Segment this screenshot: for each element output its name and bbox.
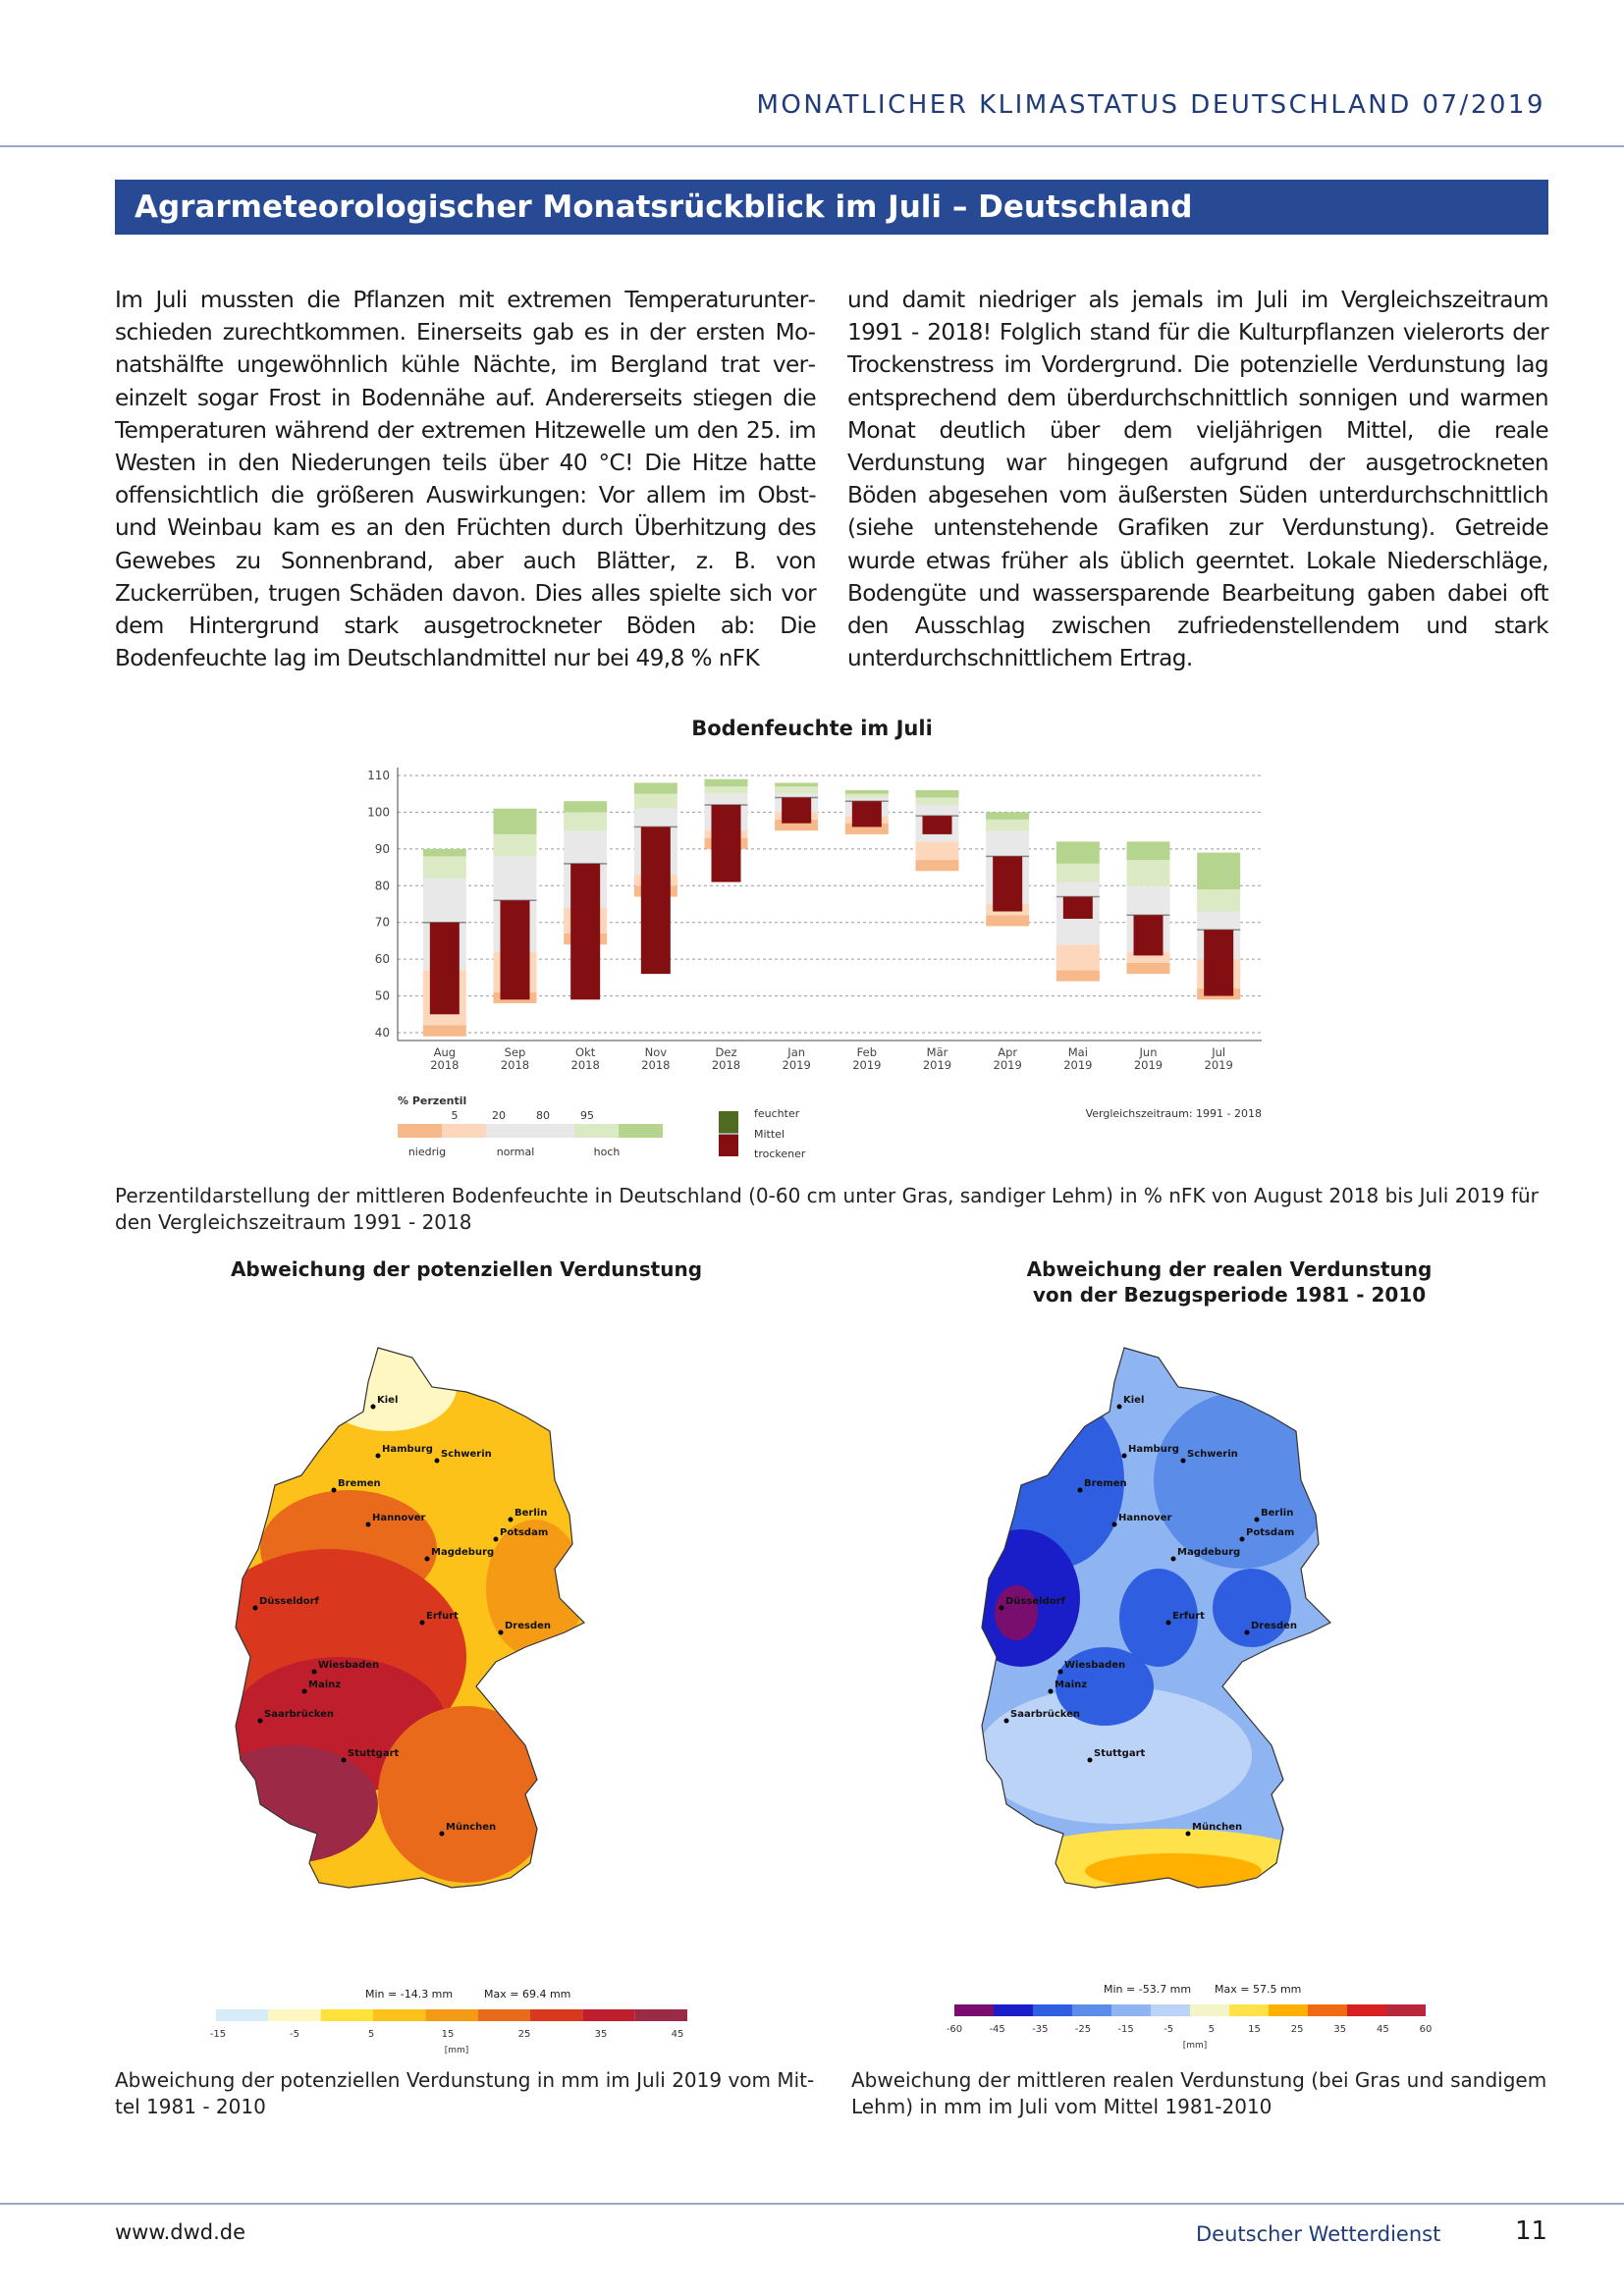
x-tick-year: 2019 xyxy=(1133,1058,1164,1072)
legend-group: normal xyxy=(496,1146,535,1158)
legend-swatch xyxy=(530,1124,574,1138)
legend-period: Vergleichszeitraum: 1991 - 2018 xyxy=(1085,1107,1262,1120)
y-tick-label: 60 xyxy=(374,952,390,967)
x-tick-year: 2018 xyxy=(570,1058,600,1072)
scale-swatch xyxy=(373,2009,425,2021)
legend-swatch xyxy=(486,1124,530,1138)
x-tick-year: 2019 xyxy=(852,1058,882,1072)
header-title: MONATLICHER KLIMASTATUS DEUTSCHLAND 07/2019 xyxy=(756,90,1545,120)
value-bar xyxy=(993,856,1022,911)
y-tick-label: 40 xyxy=(374,1026,390,1040)
scale-label: -5 xyxy=(1164,2024,1174,2035)
city-label: Düsseldorf xyxy=(259,1596,319,1607)
legend-group: hoch xyxy=(593,1146,621,1158)
map-real-caption: Abweichung der mittleren realen Verdunstung (bei Gras und sandigem Lehm) in mm im Juli vom Mittel 1981-2010 xyxy=(851,2068,1547,2118)
x-tick-month: Mai xyxy=(1067,1045,1088,1059)
percentile-above-95 xyxy=(1056,841,1100,863)
city-label: München xyxy=(1192,1822,1243,1833)
percentile-above-95 xyxy=(634,782,677,793)
city-label: Stuttgart xyxy=(348,1748,400,1759)
percentile-above-95 xyxy=(1197,853,1240,889)
city-label: Hamburg xyxy=(1128,1444,1179,1455)
city-label: Magdeburg xyxy=(431,1547,495,1558)
percentile-80-95 xyxy=(1056,864,1100,882)
legend-tick: 5 xyxy=(451,1109,459,1122)
legend-swatch xyxy=(619,1124,663,1138)
map-real-min: Min = -53.7 mm xyxy=(1104,1983,1192,1996)
scale-label: 25 xyxy=(1290,2024,1304,2035)
percentile-5-20 xyxy=(1056,944,1100,970)
percentile-80-95 xyxy=(916,797,959,804)
potential-map-layers xyxy=(221,1343,584,1883)
scale-label: -60 xyxy=(946,2024,963,2035)
scale-swatch xyxy=(425,2009,477,2021)
x-tick-year: 2018 xyxy=(641,1058,671,1072)
scale-swatch xyxy=(1111,2004,1151,2016)
city-label: Potsdam xyxy=(1246,1527,1295,1538)
value-bar xyxy=(852,801,882,827)
x-tick-month: Aug xyxy=(433,1045,457,1059)
value-bar xyxy=(1204,930,1233,995)
city-dot xyxy=(332,1488,337,1493)
city-label: Dresden xyxy=(1251,1621,1298,1631)
map-potential-title: Abweichung der potenziellen Verdunstung xyxy=(230,1257,703,1281)
percentile-above-95 xyxy=(494,809,537,834)
scale-swatch xyxy=(478,2009,530,2021)
scale-label: 35 xyxy=(1333,2024,1347,2035)
y-tick-label: 100 xyxy=(367,805,390,820)
city-dot xyxy=(1004,1719,1009,1724)
city-dot xyxy=(420,1621,425,1626)
scale-swatch xyxy=(321,2009,373,2021)
scale-swatch xyxy=(1308,2004,1347,2016)
city-label: München xyxy=(446,1822,497,1833)
percentile-5-20 xyxy=(916,841,959,860)
legend-swatch xyxy=(398,1124,442,1138)
scale-swatch xyxy=(530,2009,582,2021)
map-potential-evaporation xyxy=(221,1323,682,1991)
city-label: Hannover xyxy=(372,1513,426,1523)
scale-label: 5 xyxy=(1208,2024,1216,2035)
scale-swatch xyxy=(635,2009,687,2021)
footer-rule xyxy=(0,2203,1624,2205)
percentile-below-5 xyxy=(916,860,959,871)
percentile-80-95 xyxy=(423,856,466,878)
y-tick-label: 110 xyxy=(367,769,390,782)
percentile-above-95 xyxy=(564,801,607,812)
scale-label: 45 xyxy=(671,2029,684,2040)
scale-swatch xyxy=(268,2009,320,2021)
city-label: Wiesbaden xyxy=(318,1660,380,1671)
legend-marker: Mittel xyxy=(754,1128,785,1141)
x-tick-year: 2018 xyxy=(430,1058,460,1072)
x-tick-month: Mär xyxy=(926,1045,948,1059)
value-bar xyxy=(641,827,671,974)
scale-label: -45 xyxy=(989,2024,1005,2035)
scale-label: 60 xyxy=(1419,2024,1433,2035)
city-label: Düsseldorf xyxy=(1005,1596,1065,1607)
scale-label: 45 xyxy=(1376,2024,1389,2035)
city-label: Saarbrücken xyxy=(264,1709,335,1720)
potential-map-region xyxy=(486,1520,584,1657)
value-bar xyxy=(1063,897,1093,919)
city-dot xyxy=(435,1459,440,1464)
x-tick-year: 2019 xyxy=(782,1058,811,1072)
scale-label: 5 xyxy=(367,2029,375,2040)
city-label: Dresden xyxy=(505,1621,552,1631)
legend-tick: 20 xyxy=(492,1109,506,1122)
city-dot xyxy=(312,1670,317,1675)
percentile-below-5 xyxy=(1056,970,1100,981)
value-bar xyxy=(501,900,530,999)
value-bar xyxy=(712,805,741,882)
footer-org: Deutscher Wetterdienst xyxy=(1196,2222,1441,2246)
city-label: Bremen xyxy=(338,1478,381,1489)
city-label: Schwerin xyxy=(1187,1449,1238,1460)
city-dot xyxy=(366,1522,371,1527)
percentile-80-95 xyxy=(705,786,748,793)
legend-tick: 80 xyxy=(536,1109,550,1122)
city-dot xyxy=(1088,1758,1093,1763)
city-dot xyxy=(1186,1832,1191,1837)
scale-swatch xyxy=(1386,2004,1426,2016)
scale-label: -35 xyxy=(1032,2024,1049,2035)
scale-swatch xyxy=(1190,2004,1229,2016)
body-text-right: und damit niedriger als jemals im Juli im Vergleichszeitraum 1991 - 2018! Folglich stand für die Kulturpflanzen vielerorts der Trockenstress im Vordergrund. Die potenzielle Verdunstung lag entsprechend dem überdurchschnittlich sonnigen und warmen Monat deutlich über dem vieljährigen Mittel, die reale Verdunstung war hingegen aufgrund der ausgetrockneten Böden abgesehen vom äußersten Süden unterdurchschnittlich (siehe untenstehende Grafiken zur Verdunstung). Getreide wurde etwas früher als üblich geerntet. Lokale Niederschläge, Bodengüte und wassersparende Bearbeitung gaben dabei oft den Ausschlag zwischen zufriedenstellendem und stark unterdurchschnittlichem Ertrag. xyxy=(847,287,1548,672)
city-dot xyxy=(1245,1630,1250,1635)
city-label: Schwerin xyxy=(441,1449,492,1460)
page-number: 11 xyxy=(1515,2216,1548,2246)
scale-swatch xyxy=(1072,2004,1111,2016)
legend-title: % Perzentil xyxy=(398,1095,467,1107)
legend-swatch xyxy=(574,1124,619,1138)
legend-drier-swatch xyxy=(719,1135,738,1156)
city-label: Berlin xyxy=(1261,1508,1294,1519)
city-dot xyxy=(1171,1557,1176,1562)
city-dot xyxy=(499,1630,504,1635)
percentile-below-5 xyxy=(986,915,1029,926)
city-label: Potsdam xyxy=(500,1527,549,1538)
city-dot xyxy=(1255,1518,1260,1522)
percentile-below-5 xyxy=(423,1026,466,1037)
city-dot xyxy=(1240,1537,1245,1542)
value-bar xyxy=(782,797,811,823)
legend-marker: trockener xyxy=(754,1148,806,1160)
city-dot xyxy=(253,1606,258,1611)
y-tick-label: 70 xyxy=(374,915,390,930)
city-dot xyxy=(258,1719,263,1724)
x-tick-month: Nov xyxy=(644,1045,668,1059)
header-rule xyxy=(0,145,1624,147)
map-real-max: Max = 57.5 mm xyxy=(1215,1983,1302,1996)
scale-label: 15 xyxy=(1248,2024,1261,2035)
percentile-above-95 xyxy=(916,790,959,797)
y-tick-label: 80 xyxy=(374,879,390,893)
y-tick-label: 90 xyxy=(374,841,390,856)
percentile-above-95 xyxy=(423,849,466,856)
percentile-80-95 xyxy=(775,786,818,793)
scale-unit: [mm] xyxy=(444,2046,469,2056)
city-label: Bremen xyxy=(1084,1478,1127,1489)
body-text-left: Im Juli mussten die Pflanzen mit extremen Temperaturunterschieden zurechtkommen. Einerseits gab es in der ersten Monatshälfte ungewöhnlich kühle Nächte, im Bergland trat vereinzelt sogar Frost in Bodennähe auf. Andererseits stiegen die Temperaturen während der extremen Hitzewelle um den 25. im Westen in den Niederungen teils über 40 °C! Die Hitze hatte offensichtlich die größeren Auswirkungen: Vor allem im Obst- und Weinbau kam es an den Früchten durch Überhitzung des Gewebes zu Sonnenbrand, aber auch Blätter, z. B. von Zuckerrüben, trugen Schäden davon. Dies alles spielte sich vor dem Hintergrund stark ausgetrockneter Böden ab: Die Bodenfeuchte lag im Deutschlandmittel nur bei 49,8 % nFK xyxy=(115,287,816,672)
city-label: Berlin xyxy=(514,1508,548,1519)
scale-swatch xyxy=(1033,2004,1072,2016)
scale-label: 15 xyxy=(441,2029,455,2040)
city-label: Saarbrücken xyxy=(1010,1709,1081,1720)
x-tick-year: 2019 xyxy=(993,1058,1022,1072)
city-dot xyxy=(425,1557,430,1562)
city-dot xyxy=(1000,1606,1004,1611)
city-dot xyxy=(1058,1670,1063,1675)
city-label: Kiel xyxy=(377,1395,399,1406)
scale-label: -15 xyxy=(209,2029,227,2040)
value-bar xyxy=(430,923,460,1015)
map-real-title-line1: Abweichung der realen Verdunstung xyxy=(1026,1257,1433,1281)
percentile-80-95 xyxy=(845,794,889,798)
scale-real xyxy=(945,2002,1465,2057)
real-map-region xyxy=(1154,1392,1330,1569)
percentile-80-95 xyxy=(564,812,607,830)
legend-marker: feuchter xyxy=(754,1107,800,1120)
legend-wetter-swatch xyxy=(719,1111,738,1133)
x-tick-month: Okt xyxy=(575,1045,596,1059)
city-dot xyxy=(509,1518,514,1522)
city-label: Erfurt xyxy=(1172,1611,1205,1622)
x-tick-month: Jul xyxy=(1212,1045,1226,1059)
scale-label: 25 xyxy=(517,2029,531,2040)
city-label: Erfurt xyxy=(426,1611,459,1622)
city-dot xyxy=(440,1832,445,1837)
percentile-above-95 xyxy=(845,790,889,794)
percentile-above-95 xyxy=(986,812,1029,819)
city-dot xyxy=(1181,1459,1186,1464)
legend-tick: 95 xyxy=(580,1109,594,1122)
city-dot xyxy=(1166,1621,1171,1626)
chart-title: Bodenfeuchte im Juli xyxy=(691,717,933,740)
percentile-below-5 xyxy=(1127,963,1170,974)
city-label: Magdeburg xyxy=(1177,1547,1241,1558)
city-dot xyxy=(1049,1689,1054,1694)
x-tick-month: Feb xyxy=(856,1045,878,1059)
percentile-80-95 xyxy=(986,820,1029,830)
x-tick-year: 2019 xyxy=(1063,1058,1093,1072)
city-dot xyxy=(1078,1488,1083,1493)
map-real-evaporation xyxy=(967,1323,1429,1991)
scale-swatch xyxy=(582,2009,634,2021)
city-dot xyxy=(371,1405,376,1410)
map-potential-caption: Abweichung der potenziellen Verdunstung in mm im Juli 2019 vom Mittel 1981 - 2010 xyxy=(115,2068,815,2118)
section-title: Agrarmeteorologischer Monatsrückblick im Juli – Deutschland xyxy=(115,180,1548,235)
x-tick-month: Dez xyxy=(715,1045,737,1059)
scale-swatch xyxy=(994,2004,1033,2016)
scale-swatch xyxy=(216,2009,268,2021)
city-dot xyxy=(1112,1522,1117,1527)
city-dot xyxy=(376,1454,381,1459)
scale-label: -15 xyxy=(1117,2024,1134,2035)
percentile-80-95 xyxy=(1127,860,1170,885)
value-bar xyxy=(923,816,952,834)
city-label: Stuttgart xyxy=(1094,1748,1146,1759)
scale-label: 35 xyxy=(594,2029,608,2040)
footer-url[interactable]: www.dwd.de xyxy=(115,2220,246,2244)
x-tick-year: 2018 xyxy=(500,1058,530,1072)
soil-chart-caption: Perzentildarstellung der mittleren Bodenfeuchte in Deutschland (0-60 cm unter Gras, sandiger Lehm) in % nFK von August 2018 bis Juli 2019 für den Vergleichszeitraum 1991 - 2018 xyxy=(115,1184,1539,1234)
percentile-80-95 xyxy=(1197,889,1240,911)
map-potential-max: Max = 69.4 mm xyxy=(484,1988,571,2001)
percentile-80-95 xyxy=(634,794,677,809)
scale-swatch xyxy=(1229,2004,1269,2016)
real-map-region xyxy=(995,1585,1038,1640)
x-tick-month: Jan xyxy=(787,1045,806,1059)
scale-label: -25 xyxy=(1074,2024,1092,2035)
city-label: Mainz xyxy=(1055,1680,1088,1690)
percentile-80-95 xyxy=(494,834,537,856)
city-dot xyxy=(494,1537,499,1542)
x-tick-year: 2019 xyxy=(1204,1058,1233,1072)
x-tick-year: 2019 xyxy=(922,1058,952,1072)
city-dot xyxy=(1122,1454,1127,1459)
scale-swatch xyxy=(954,2004,994,2016)
x-tick-month: Sep xyxy=(504,1045,526,1059)
city-dot xyxy=(1117,1405,1122,1410)
x-tick-year: 2018 xyxy=(711,1058,741,1072)
percentile-above-95 xyxy=(1127,841,1170,860)
y-tick-label: 50 xyxy=(374,988,390,1003)
scale-label: -5 xyxy=(290,2029,299,2040)
real-map-region xyxy=(1213,1569,1291,1647)
map-real-title xyxy=(945,1256,1514,1308)
scale-potential xyxy=(206,2007,727,2056)
value-bar xyxy=(1134,915,1164,955)
city-label: Wiesbaden xyxy=(1064,1660,1126,1671)
scale-swatch xyxy=(1347,2004,1386,2016)
scale-unit: [mm] xyxy=(1182,2041,1208,2051)
soil-moisture-chart xyxy=(353,746,1276,1188)
city-label: Hamburg xyxy=(382,1444,433,1455)
map-potential-min: Min = -14.3 mm xyxy=(365,1988,454,2001)
city-label: Mainz xyxy=(308,1680,342,1690)
map-real-title-line2: von der Bezugsperiode 1981 - 2010 xyxy=(1032,1283,1427,1307)
scale-swatch xyxy=(1269,2004,1308,2016)
real-map-group xyxy=(967,1348,1330,1897)
percentile-above-95 xyxy=(775,782,818,786)
legend-swatch xyxy=(442,1124,486,1138)
x-tick-month: Apr xyxy=(998,1045,1018,1059)
city-label: Hannover xyxy=(1118,1513,1172,1523)
percentile-above-95 xyxy=(705,779,748,786)
value-bar xyxy=(570,864,600,999)
potential-map-region xyxy=(378,1706,555,1883)
legend-group: niedrig xyxy=(407,1146,447,1158)
city-label: Kiel xyxy=(1123,1395,1145,1406)
x-tick-month: Jun xyxy=(1139,1045,1158,1059)
scale-swatch xyxy=(1151,2004,1190,2016)
city-dot xyxy=(302,1689,307,1694)
city-dot xyxy=(342,1758,347,1763)
potential-map-group xyxy=(221,1343,584,1888)
